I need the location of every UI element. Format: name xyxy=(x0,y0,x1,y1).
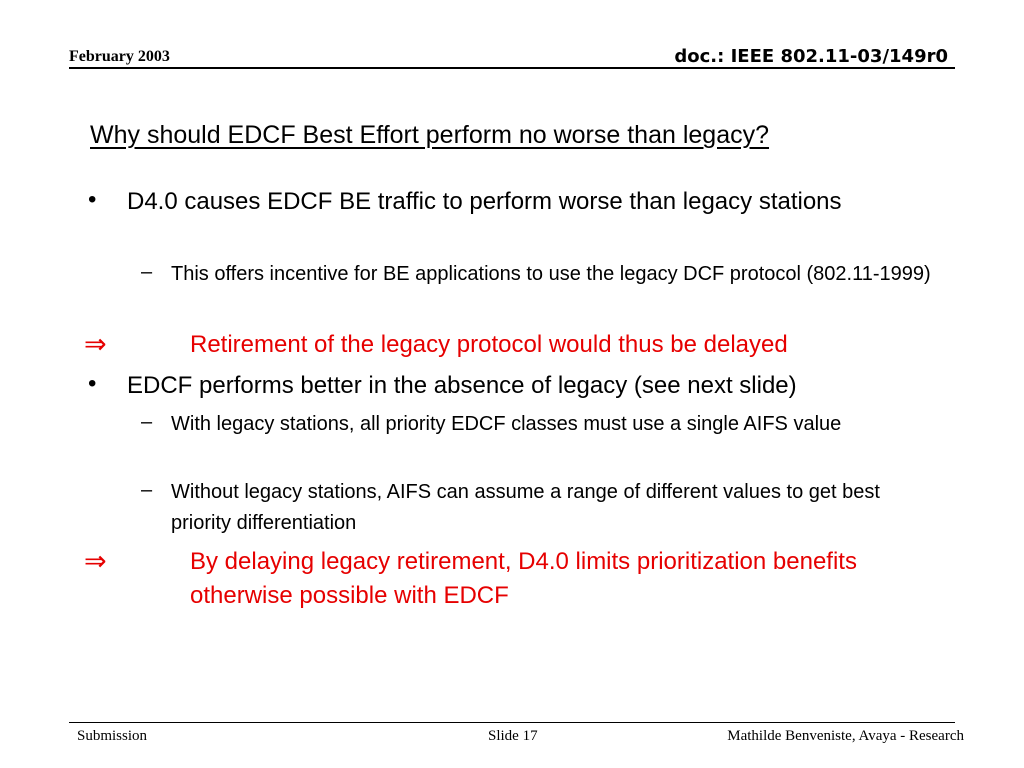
header-doc-id: doc.: IEEE 802.11-03/149r0 xyxy=(674,46,948,67)
sub-bullet-text-2: With legacy stations, all priority EDCF classes must use a single AIFS value xyxy=(171,413,842,435)
bullet-text-2: EDCF performs better in the absence of legacy (see next slide) xyxy=(127,372,797,399)
bullet-icon: • xyxy=(88,186,97,213)
header-date: February 2003 xyxy=(69,48,170,65)
bullet-icon: • xyxy=(88,370,97,397)
footer-author: Mathilde Benveniste, Avaya - Research xyxy=(727,728,964,744)
footer-left: Submission xyxy=(77,728,148,744)
dash-icon: – xyxy=(141,261,153,283)
footer-divider xyxy=(69,722,955,723)
footer-slide-number: Slide 17 xyxy=(488,728,538,744)
implies-arrow-icon: ⇒ xyxy=(84,546,107,576)
dash-icon: – xyxy=(141,479,153,501)
header-divider xyxy=(69,67,955,69)
sub-bullet-text-1: This offers incentive for BE applications to use the legacy DCF protocol (802.11-1999) xyxy=(171,263,931,285)
implication-text-1: Retirement of the legacy protocol would thus be delayed xyxy=(190,331,788,358)
slide-title: Why should EDCF Best Effort perform no worse than legacy? xyxy=(90,121,770,149)
bullet-text-1: D4.0 causes EDCF BE traffic to perform worse than legacy stations xyxy=(127,188,842,215)
sub-bullet-text-3: Without legacy stations, AIFS can assume a range of different values to get best priority differentiation xyxy=(171,481,880,534)
implies-arrow-icon: ⇒ xyxy=(84,329,107,359)
implication-text-2: By delaying legacy retirement, D4.0 limits prioritization benefits otherwise possible with EDCF xyxy=(190,548,857,609)
dash-icon: – xyxy=(141,411,153,433)
